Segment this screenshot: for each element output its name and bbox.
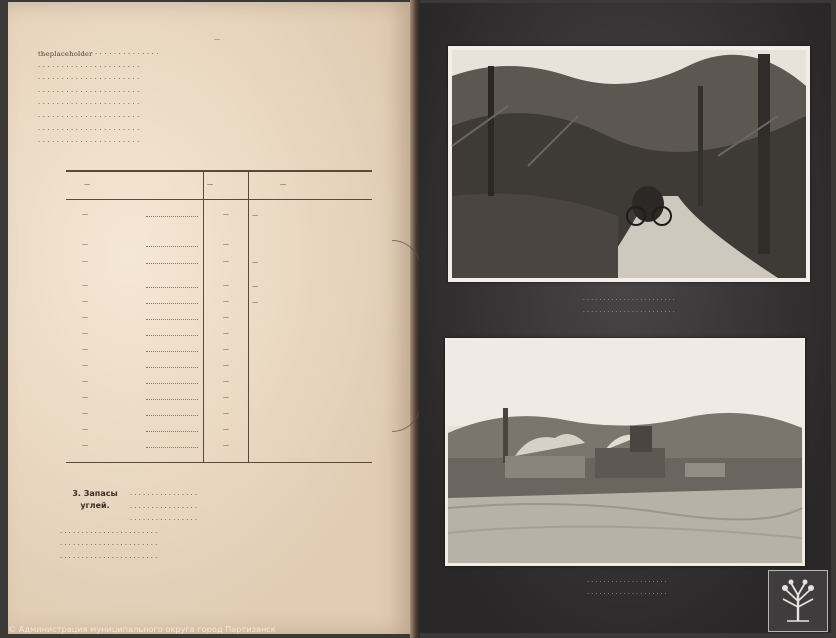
coal-name: — xyxy=(82,241,89,248)
coal-value: — xyxy=(222,442,230,449)
section-line: · · · · · · · · · · · · · · · · xyxy=(130,516,197,525)
section-line: · · · · · · · · · · · · · · · · · · · · · · · xyxy=(60,541,158,550)
table-row xyxy=(66,282,372,294)
section-title-line: 3. Запасы xyxy=(72,489,118,498)
coal-note: — xyxy=(252,259,259,266)
coal-value: — xyxy=(222,362,230,369)
intro-line: · · · · · · · · · · · · · · · · · · · · · · xyxy=(38,87,140,96)
table-row xyxy=(66,298,372,310)
table-header-name: — xyxy=(84,181,91,188)
coal-note: — xyxy=(252,212,259,219)
mine-structures-photo xyxy=(445,338,805,566)
section-line: · · · · · · · · · · · · · · · · xyxy=(130,491,197,499)
table-row xyxy=(66,378,372,390)
table-row xyxy=(66,258,372,270)
coal-value: — xyxy=(222,258,230,265)
table-row xyxy=(66,330,372,342)
table-row xyxy=(66,410,372,422)
table-header-equivalent: — xyxy=(207,181,214,188)
coal-value: — xyxy=(222,282,230,289)
coal-name: — xyxy=(82,394,89,401)
coal-name: — xyxy=(82,442,89,449)
coal-value: — xyxy=(222,314,230,321)
mine-structures-image xyxy=(445,338,805,566)
coal-name: — xyxy=(82,426,89,433)
section-line: · · · · · · · · · · · · · · · · · · · · · · · xyxy=(60,553,158,562)
table-row xyxy=(66,314,372,326)
intro-line: · · · · · · · · · · · · · · · · · · · · · · xyxy=(38,62,140,71)
left-page xyxy=(8,2,412,634)
table-row xyxy=(66,426,372,438)
intro-line: · · · · · · · · · · · · · · · · · · · · · · xyxy=(38,112,140,121)
table-row xyxy=(66,241,372,253)
photo1-caption-line1: · · · · · · · · · · · · · · · · · · · · · · · xyxy=(583,298,675,304)
table-row xyxy=(66,346,372,358)
coal-name: — xyxy=(82,314,89,321)
coal-value: — xyxy=(222,346,230,353)
table-row xyxy=(66,362,372,374)
coal-name: — xyxy=(82,410,89,417)
coal-value: — xyxy=(222,426,230,433)
coal-value: — xyxy=(222,378,230,385)
intro-line: · · · · · · · · · · · · · · · · · · · · · · xyxy=(38,100,140,109)
coal-name: — xyxy=(82,258,89,265)
intro-line: · · · · · · · · · · · · · · · · · · · · · · xyxy=(38,125,140,134)
intro-line: · · · · · · · · · · · · · · · · · · · · · · xyxy=(38,75,140,84)
photo1-caption-line2: · · · · · · · · · · · · · · · · · · · · · · · xyxy=(583,310,675,316)
coal-value: — xyxy=(222,211,230,218)
intro-line: · · · · · · · · · · · · · · · · · · · · · · xyxy=(38,138,140,147)
coal-name: — xyxy=(82,298,89,305)
coal-name: — xyxy=(82,378,89,385)
coal-note: — xyxy=(252,283,259,290)
coal-value: — xyxy=(222,410,230,417)
forest-road-photo xyxy=(448,46,810,282)
forest-road-image xyxy=(448,46,810,282)
section-line: · · · · · · · · · · · · · · · · · · · · · · · xyxy=(60,528,158,537)
coal-equivalents-table xyxy=(66,170,372,463)
coal-name: — xyxy=(82,282,89,289)
intro-line: theplaceholder · · · · · · · · · · · · · · xyxy=(38,50,159,58)
coal-name: — xyxy=(82,330,89,337)
table-row xyxy=(66,211,372,223)
copyright-watermark: © Администрация муниципального округа город Партизанск xyxy=(8,624,276,634)
table-row xyxy=(66,442,372,454)
photo2-caption-line2: · · · · · · · · · · · · · · · · · · · · xyxy=(587,592,667,598)
coal-value: — xyxy=(222,298,230,305)
intro-paragraph xyxy=(38,48,378,149)
coal-name: — xyxy=(82,346,89,353)
section-line: · · · · · · · · · · · · · · · · xyxy=(130,503,197,512)
section-paragraph xyxy=(60,489,370,565)
table-row xyxy=(66,394,372,406)
coal-name: — xyxy=(82,211,89,218)
coal-value: — xyxy=(222,394,230,401)
table-header-note: — xyxy=(280,181,287,188)
page-number: — xyxy=(214,36,220,43)
photo2-caption-line1: · · · · · · · · · · · · · · · · · · · · xyxy=(587,580,667,586)
coal-value: — xyxy=(222,241,230,248)
coal-name: — xyxy=(82,362,89,369)
coal-value: — xyxy=(222,330,230,337)
binding-thread xyxy=(392,240,421,432)
section-title-line: углей. xyxy=(80,501,110,510)
coal-note: — xyxy=(252,299,259,306)
tree-emblem-icon xyxy=(768,570,828,632)
